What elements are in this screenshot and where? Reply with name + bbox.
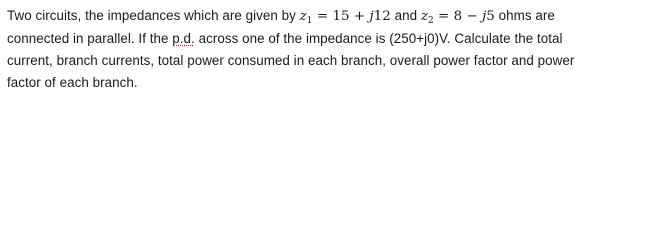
z1-imag-part: 12 bbox=[373, 9, 391, 24]
z1-subscript: 1 bbox=[306, 16, 313, 26]
question-text bbox=[7, 5, 647, 94]
question-line-1 bbox=[7, 5, 647, 28]
question-line-4: factor of each branch. bbox=[7, 75, 138, 90]
z1-expression bbox=[300, 9, 391, 24]
question-line-3: current, branch currents, total power consumed in each branch, overall power factor and power bbox=[7, 53, 575, 68]
z2-subscript: 2 bbox=[427, 16, 434, 26]
line2-text-end: across one of the impedance is (250+j0)V. Calculate the total bbox=[194, 31, 563, 46]
z2-j: j bbox=[482, 9, 487, 24]
and-text: and bbox=[390, 8, 421, 23]
z1-symbol: z bbox=[299, 9, 307, 24]
z2-symbol: z bbox=[420, 9, 428, 24]
ohms-text: ohms are bbox=[494, 8, 555, 23]
pd-abbreviation: p.d. bbox=[172, 31, 195, 46]
question-line-2 bbox=[7, 28, 647, 50]
line2-text-start: connected in parallel. If the bbox=[7, 31, 173, 46]
z1-real-part: = 15 + bbox=[312, 9, 370, 24]
z2-expression bbox=[421, 9, 495, 24]
z1-j: j bbox=[369, 9, 374, 24]
z2-real-part: = 8 − bbox=[433, 9, 483, 24]
line1-text: Two circuits, the impedances which are given by bbox=[7, 8, 300, 23]
z2-imag-part: 5 bbox=[486, 9, 495, 24]
